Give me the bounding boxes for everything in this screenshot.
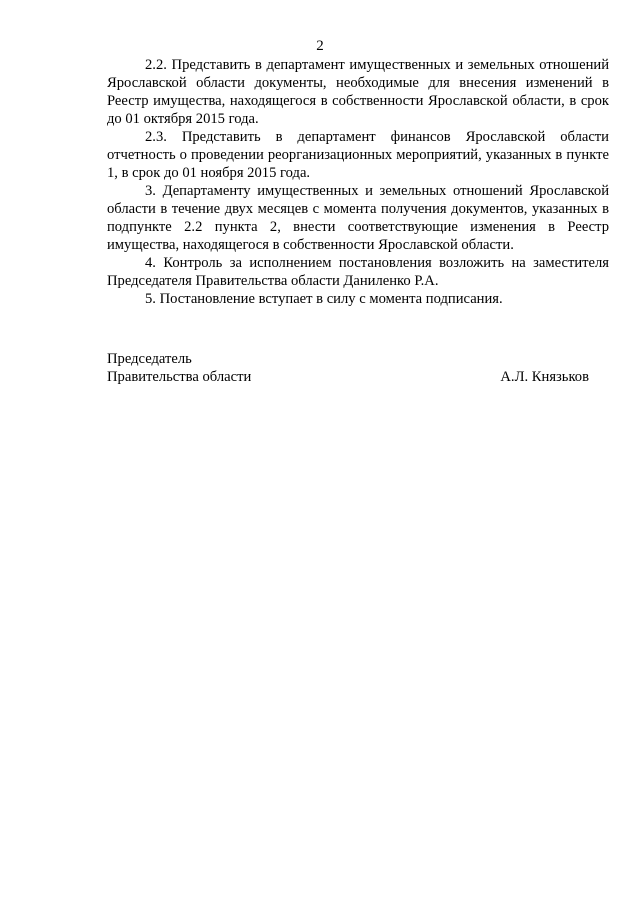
paragraph-2-2: 2.2. Представить в департамент имущественных и земельных отношений Ярославской области документы, необходимые для внесения изменений в Реестр имущества, находящегося в собственности Ярославской области, в срок до 01 октября 2015 года. bbox=[107, 57, 609, 127]
signer-title-line1: Председатель bbox=[107, 351, 192, 367]
paragraph-2-3: 2.3. Представить в департамент финансов Ярославской области отчетность о проведении реорганизационных мероприятий, указанных в пункте 1, в срок до 01 ноября 2015 года. bbox=[107, 129, 609, 181]
paragraph-4: 4. Контроль за исполнением постановления возложить на заместителя Председателя Правительства области Даниленко Р.А. bbox=[107, 255, 609, 289]
signer-title-line2: Правительства области bbox=[107, 369, 252, 385]
signer-name: А.Л. Князьков bbox=[500, 369, 589, 385]
paragraph-3: 3. Департаменту имущественных и земельных отношений Ярославской области в течение двух месяцев с момента получения документов, указанных в подпункте 2.2 пункта 2, внести соответствующие изменения в Реестр имущества, находящегося в собственности Ярославской области. bbox=[107, 183, 609, 253]
document-body bbox=[107, 56, 609, 308]
signature-row bbox=[107, 368, 589, 386]
paragraph-5: 5. Постановление вступает в силу с момента подписания. bbox=[145, 291, 503, 307]
page-number: 2 bbox=[316, 38, 324, 54]
signature-block bbox=[107, 350, 589, 386]
